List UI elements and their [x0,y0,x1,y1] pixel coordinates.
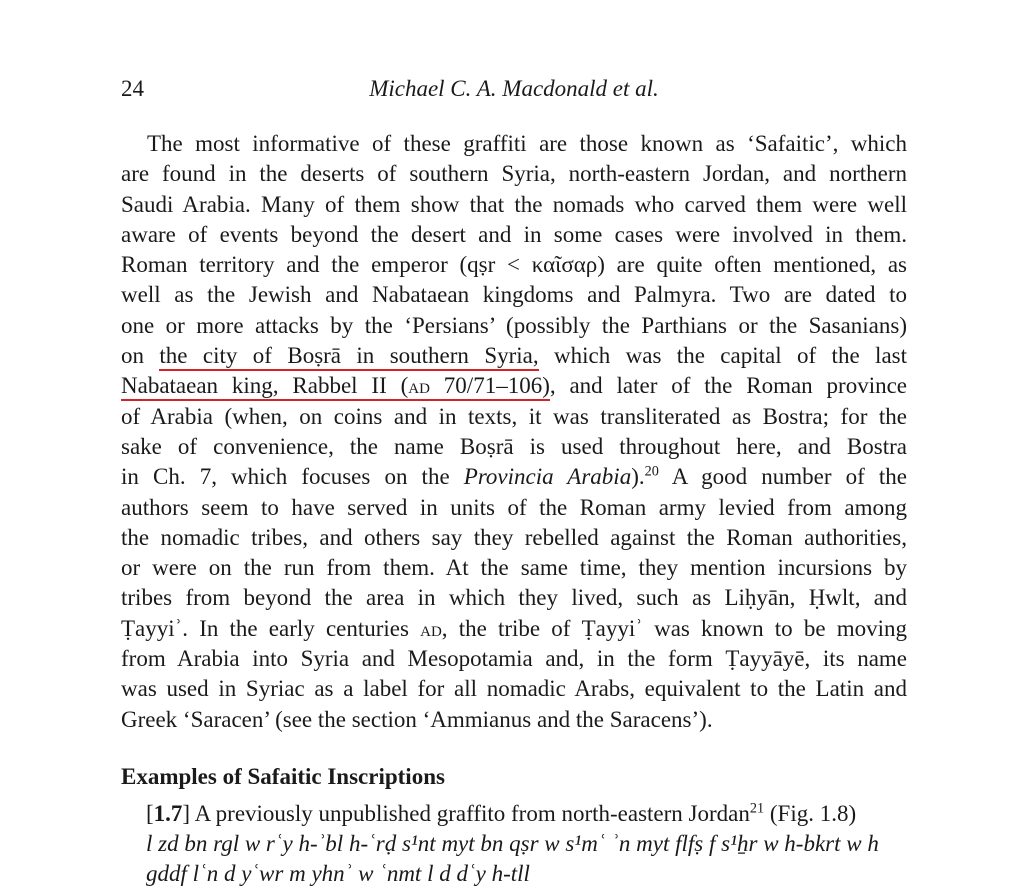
example-entry [146,799,906,889]
example-caption: [1.7] A previously unpublished graffito from north-eastern Jordan$^{21}$ (Fig. 1.8) [146,800,857,826]
section-heading: Examples of Safaitic Inscriptions [121,764,445,789]
text-line: was used in Syriac as a label for all nomadic Arabs, equivalent to the Latin and [121,676,907,702]
text-line: the nomadic tribes, and others say they rebelled against the Roman authorities, [121,524,907,550]
footnote-ref: 20 [644,463,659,480]
highlight-underline: Nabataean king, Rabbel II (ad 70/71–106) [121,373,550,401]
text-line: tribes from beyond the area in which they lived, such as Liḥyān, Ḥwlt, and [121,585,907,611]
running-head: Michael C. A. Macdonald et al. [369,76,659,101]
text-line: in Ch. 7, which focuses on the Provincia Arabia).$^{20}$ A good number of the [121,463,907,490]
text-line: or were on the run from them. At the same time, they mention incursions by [121,555,907,581]
text-line: well as the Jewish and Nabataean kingdoms and Palmyra. Two are dated to [121,282,907,308]
text-line: Nabataean king, Rabbel II (ad 70/71–106), and later of the Roman province [121,371,907,401]
page-header [121,76,907,110]
text-line: authors seem to have served in units of the Roman army levied from among [121,494,907,520]
example-number: 1.7 [153,801,183,826]
text-line: from Arabia into Syria and Mesopotamia and, in the form Ṭayyāyē, its name [121,646,907,672]
text-line: Greek ‘Saracen’ (see the section ‘Ammianus and the Saracens’). [121,706,713,732]
body-paragraph [121,129,907,735]
text-line: of Arabia (when, on coins and in texts, it was transliterated as Bostra; for the [121,403,907,429]
transliteration-line: gddf lʿn d yʿwr m yhnʾ w ʿnmt l d dʿy h-tll [146,861,530,886]
text-line: aware of events beyond the desert and in some cases were involved in them. [121,221,907,247]
text-line: are found in the deserts of southern Syria, north-eastern Jordan, and northern [121,161,907,187]
text-line: Ṭayyiʾ. In the early centuries ad, the tribe of Ṭayyiʾ was known to be moving [121,615,907,641]
text-line: Saudi Arabia. Many of them show that the nomads who carved them were well [121,191,907,217]
page-number: 24 [121,76,144,101]
highlight-underline: the city of Boṣrā in southern Syria, [159,343,538,371]
text-line: Roman territory and the emperor (qṣr < καῖσαρ) are quite often mentioned, as [121,252,907,278]
footnote-ref: 21 [749,800,765,817]
text-line: on the city of Boṣrā in southern Syria, which was the capital of the last [121,341,907,371]
text-line: The most informative of these graffiti are those known as ‘Safaitic’, which [147,131,907,156]
text-line: one or more attacks by the ‘Persians’ (possibly the Parthians or the Sasanians) [121,312,907,338]
transliteration-line: l zd bn rgl w rʿy h-ʾbl h-ʿrḍ s¹nt myt bn qṣr w s¹mʿ ʾn myt flfṣ f s¹ẖr w h-bkrt w h [146,831,879,856]
text-line: sake of convenience, the name Boṣrā is used throughout here, and Bostra [121,433,907,459]
